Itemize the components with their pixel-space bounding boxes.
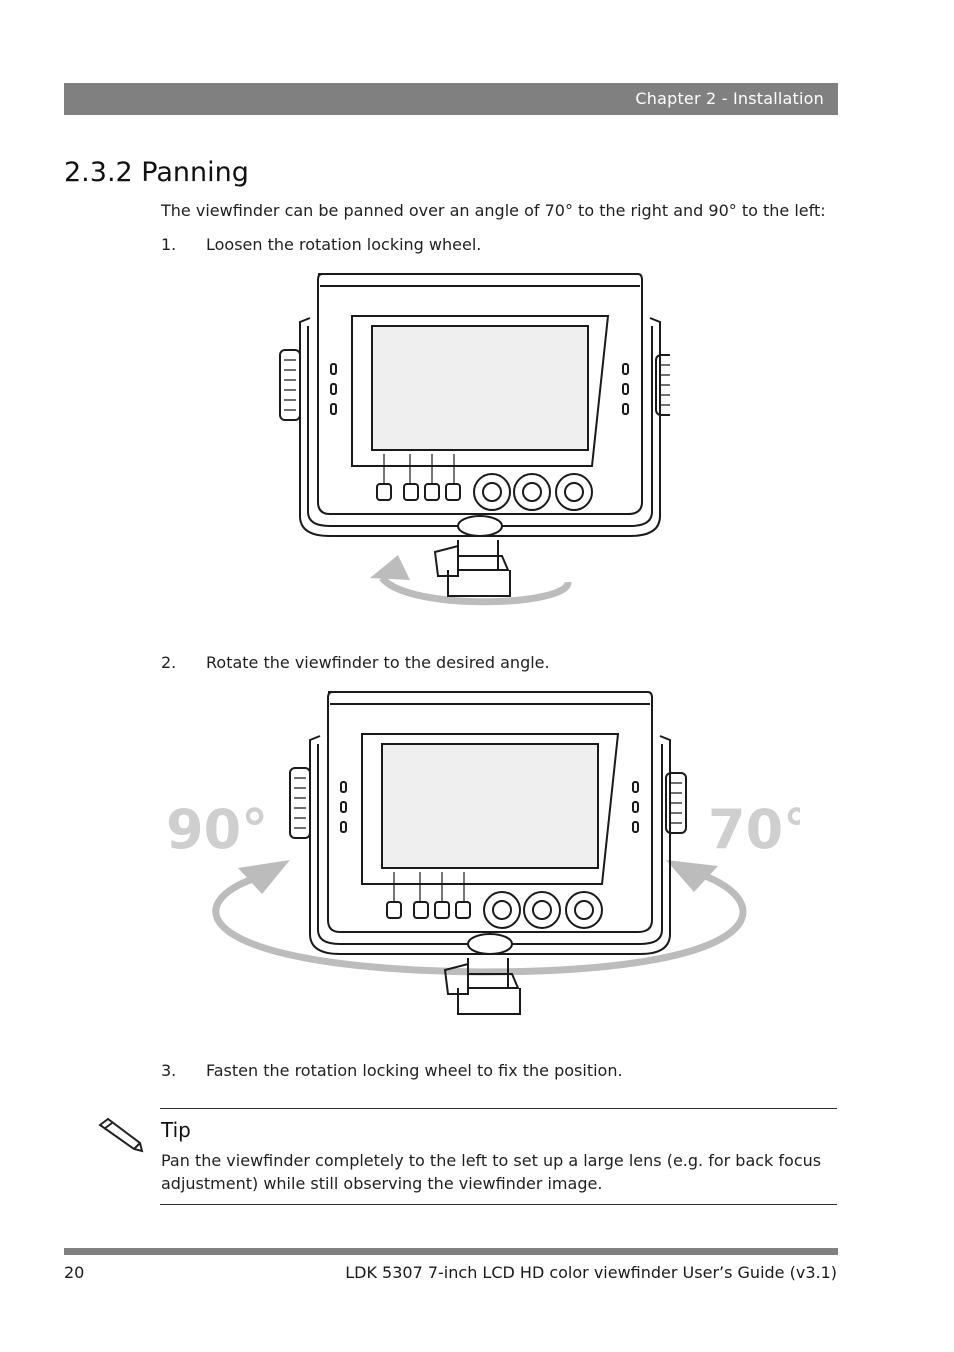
right-angle-label: 70° — [708, 798, 800, 861]
step-number: 1. — [161, 235, 177, 254]
tip-heading: Tip — [161, 1118, 191, 1142]
left-angle-label: 90° — [166, 798, 269, 861]
document-title: LDK 5307 7-inch LCD HD color viewfinder User’s Guide (v3.1) — [345, 1263, 837, 1282]
viewfinder-illustration-1 — [270, 270, 670, 614]
step-number: 2. — [161, 653, 177, 672]
footer-bar — [64, 1248, 838, 1255]
chapter-title: Chapter 2 - Installation — [635, 89, 824, 108]
rotation-arrow-graphic — [370, 555, 568, 602]
step-number: 3. — [161, 1061, 177, 1080]
section-title: 2.3.2 Panning — [64, 157, 249, 188]
step-text: Fasten the rotation locking wheel to fix the position. — [206, 1061, 623, 1080]
tip-top-rule — [160, 1108, 837, 1109]
tip-bottom-rule — [160, 1204, 837, 1205]
section-intro: The viewfinder can be panned over an angle of 70° to the right and 90° to the left: — [161, 201, 826, 220]
chapter-header-bar — [64, 83, 838, 115]
tip-body: Pan the viewfinder completely to the left to set up a large lens (e.g. for back focus adjustment) while still observing the viewfinder image. — [161, 1151, 822, 1193]
viewfinder-illustration-2 — [160, 688, 800, 1032]
page-number: 20 — [64, 1263, 85, 1282]
step-text: Rotate the viewfinder to the desired angle. — [206, 653, 550, 672]
pencil-icon — [96, 1117, 144, 1159]
step-text: Loosen the rotation locking wheel. — [206, 235, 482, 254]
